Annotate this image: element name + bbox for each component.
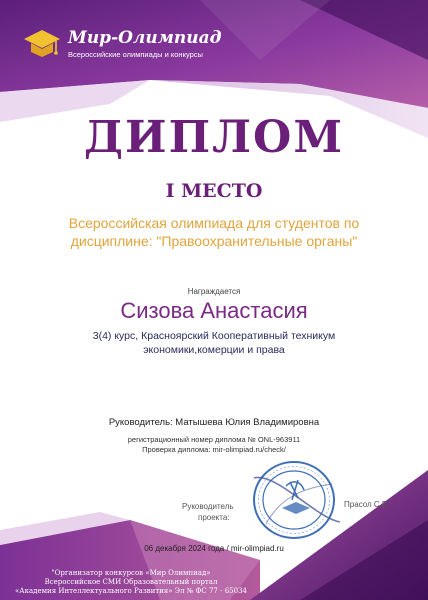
supervisor: Руководитель: Матышева Юлия Владимировна	[108, 417, 320, 428]
course-info	[50, 329, 378, 357]
registration-number: регистрационный номер диплома № ONL-963911	[127, 435, 301, 444]
check-link: Проверка диплома: mir-olimpiad.ru/check/	[142, 445, 286, 454]
project-head-label: Руководитель проекта:	[182, 502, 234, 522]
graduation-cap-icon	[22, 28, 62, 60]
course-line-1: 3(4) курс, Красноярский Кооперативный техникум	[92, 330, 336, 342]
diploma-place: I МЕСТО	[165, 180, 263, 202]
issue-date-site: 06 декабря 2024 года / mir-olimpiad.ru	[144, 544, 284, 553]
footer-line-2: Всероссийское СМИ Образовательный портал	[44, 578, 218, 586]
olympiad-name: Всероссийская олимпиада для студентов по дисциплине: "Правоохранительные органы"	[68, 215, 360, 249]
signer-name: Прасол С.В.	[344, 500, 390, 509]
logo-name: Мир-Олимпиад	[68, 28, 222, 48]
seal-stamp-icon	[246, 458, 342, 542]
registration-info	[0, 435, 428, 455]
recipient-name: Сизова Анастасия	[120, 298, 308, 323]
footer-line-3: «Академия Интеллектуального Развития» Эл № ФС 77 - 65034	[15, 587, 247, 595]
footer-line-1: "Организатор конкурсов «Мир Олимпиад»	[51, 569, 211, 577]
site-logo	[22, 24, 242, 64]
course-line-2: экономики,комерции и права	[143, 344, 285, 356]
awarded-label: Награждается	[187, 287, 241, 296]
organizer-info	[6, 569, 256, 596]
logo-subtitle: Всероссийские олимпиады и конкурсы	[68, 50, 203, 59]
diploma-title: ДИПЛОМ	[83, 112, 345, 163]
